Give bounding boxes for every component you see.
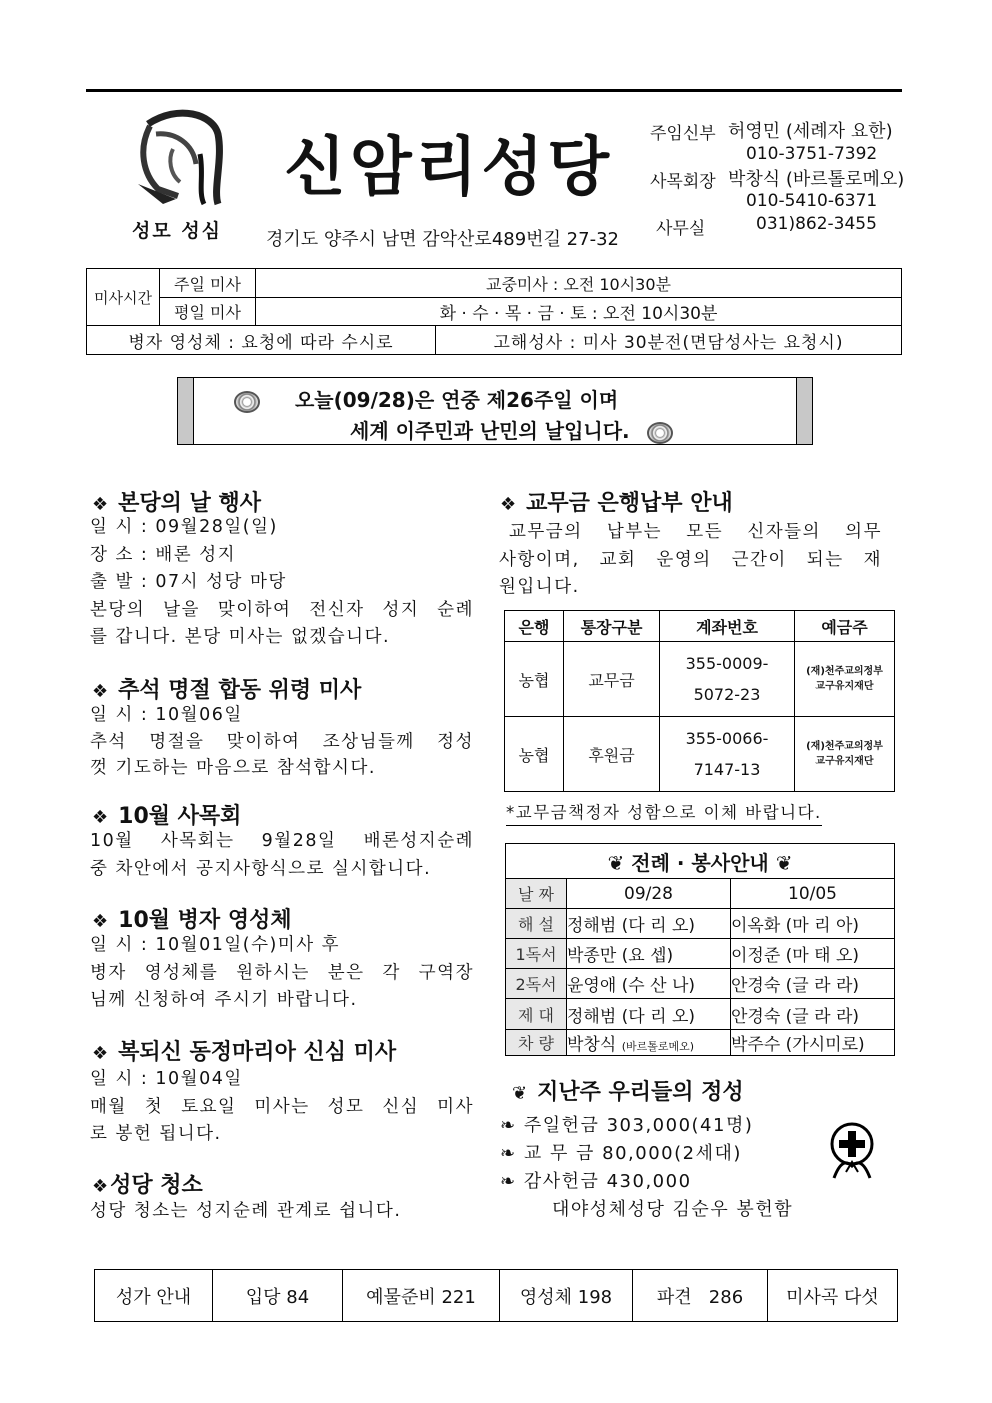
table-row: [506, 909, 895, 939]
chuseok-mass-text-1: 추석 명절을 맞이하여 조상님들께 정성: [90, 732, 474, 752]
heart-ornament-icon: ❦: [607, 850, 625, 875]
pastoral-council-text-1: 10월 사목회는 9월28일 배론성지순례: [90, 831, 474, 851]
pastor-label: 주임신부: [650, 124, 716, 144]
bank-text-2: 사항이며, 교회 운영의 근간이 되는 재: [499, 550, 882, 570]
hymn-guide-label: 성가 안내: [95, 1270, 213, 1322]
leaf-bullet-icon: ❧: [500, 1171, 517, 1192]
driver-1-name: 박창식: [567, 1035, 617, 1055]
parish-day-place: 장 소 : 배론 성지: [90, 545, 237, 565]
assignee-2: 안경숙 (글 라 라): [731, 969, 895, 999]
council-label: 사목회장: [650, 172, 716, 192]
church-address: 경기도 양주시 남면 감악산로489번길 27-32: [266, 229, 619, 250]
office-label: 사무실: [656, 219, 706, 239]
liturgy-title: ❦ 전례 · 봉사안내 ❦: [506, 844, 895, 879]
assignee-1: 윤영애 (수 산 나): [567, 969, 731, 999]
bank-header-holder: 예금주: [795, 611, 895, 642]
chuseok-mass-date: 일 시 : 10월06일: [90, 705, 243, 725]
table-row: [506, 939, 895, 969]
logo-caption: 성모 성심: [132, 220, 223, 242]
parish-day-departure: 출 발 : 07시 성당 마당: [90, 572, 287, 592]
assignee-1: 박종만 (요 셉): [567, 939, 731, 969]
offering-donor: 대야성체성당 김순우 봉헌함: [552, 1199, 794, 1220]
section-heading-sick-communion: ❖ 10월 병자 영성체: [92, 908, 292, 933]
liturgy-service-table: [505, 843, 895, 1056]
heart-ornament-icon: ❦: [775, 850, 793, 875]
account-type: 교무금: [564, 642, 660, 717]
role-label: 해 설: [506, 909, 567, 939]
bank-header-bank: 은행: [505, 611, 564, 642]
section-heading-marian-mass: ❖ 복되신 동정마리아 신심 미사: [92, 1040, 397, 1065]
church-cleaning-text: 성당 청소는 성지순례 관계로 쉽니다.: [90, 1201, 402, 1221]
section-heading-offering: ❦ 지난주 우리들의 정성: [512, 1080, 744, 1105]
hymn-mass-setting: 미사곡 다섯: [768, 1270, 898, 1322]
banner-line-1: 오늘(09/28)은 연중 제26주일 이며: [294, 388, 619, 412]
table-row: [505, 717, 895, 792]
account-number-part1: 355-0066-: [685, 729, 769, 748]
marian-mass-text-2: 로 봉헌 됩니다.: [90, 1124, 222, 1144]
leaf-bullet-icon: ❧: [500, 1115, 517, 1136]
table-row: [505, 642, 895, 717]
mass-time-label: 미사시간: [87, 269, 160, 326]
table-row: [506, 969, 895, 999]
council-name: 박창식 (바르톨로메오): [728, 169, 905, 190]
praying-cross-icon: [826, 1122, 878, 1180]
role-label: 차 량: [506, 1030, 567, 1056]
assignee-2: 이정준 (마 태 오): [731, 939, 895, 969]
council-phone: 010-5410-6371: [746, 191, 878, 211]
hymn-dismissal: 파견 286: [633, 1270, 768, 1322]
bank-transfer-note: *교무금책정자 성함으로 이체 바랍니다.: [506, 801, 822, 826]
date-col-1: 09/28: [567, 879, 731, 909]
sick-communion-text-2: 님께 신청하여 주시기 바랍니다.: [90, 990, 358, 1010]
offering-line-3: ❧ 감사헌금 430,000: [500, 1171, 692, 1192]
assignee-1: 정해범 (다 리 오): [567, 909, 731, 939]
table-row: [506, 999, 895, 1030]
parish-day-text-2: 를 갑니다. 본당 미사는 없겠습니다.: [90, 627, 391, 647]
date-label: 날 짜: [506, 879, 567, 909]
assignee-2: 이옥화 (마 리 아): [731, 909, 895, 939]
account-holder-2: 교구유지재단: [815, 681, 874, 692]
section-heading-church-cleaning: ❖성당 청소: [92, 1173, 203, 1198]
pastor-phone: 010-3751-7392: [746, 144, 878, 164]
sunday-mass-time: 교중미사 : 오전 10시30분: [256, 269, 902, 298]
driver-1-baptismal-name: (바르톨로메오): [621, 1040, 695, 1053]
assignee-1: 정해범 (다 리 오): [567, 999, 731, 1030]
account-number-part2: 5072-23: [693, 685, 761, 704]
sick-communion-text-1: 병자 영성체를 원하시는 분은 각 구역장: [90, 963, 474, 983]
banner-line-2: 세계 이주민과 난민의 날입니다.: [350, 419, 630, 443]
sacred-heart-logo: [118, 104, 228, 214]
sick-communion-date: 일 시 : 10월01일(수)미사 후: [90, 935, 341, 955]
role-label: 2독서: [506, 969, 567, 999]
spiral-ornament-icon: [234, 391, 260, 413]
chuseok-mass-text-2: 껏 기도하는 마음으로 참석합시다.: [90, 758, 376, 778]
bank-text-1: 교무금의 납부는 모든 신자들의 의무: [509, 522, 882, 542]
hymn-guide-table: [94, 1269, 898, 1322]
offering-line-2: ❧ 교 무 금 80,000(2세대): [500, 1143, 742, 1164]
section-heading-chuseok-mass: ❖ 추석 명절 합동 위령 미사: [92, 678, 362, 703]
spiral-ornament-icon: [647, 422, 673, 444]
sick-communion-info: 병자 영성체 : 요청에 따라 수시로: [87, 326, 436, 355]
parish-day-text-1: 본당의 날을 맞이하여 전신자 성지 순례: [90, 600, 474, 620]
weekday-mass-time: 화 · 수 · 목 · 금 · 토 : 오전 10시30분: [256, 298, 902, 326]
confession-info: 고해성사 : 미사 30분전(면담성사는 요청시): [436, 326, 902, 355]
role-label: 제 대: [506, 999, 567, 1030]
weekday-mass-label: 평일 미사: [160, 298, 256, 326]
bank-name: 농협: [505, 717, 564, 792]
role-label: 1독서: [506, 939, 567, 969]
offering-line-1: ❧ 주일헌금 303,000(41명): [500, 1115, 754, 1136]
section-heading-bank-payment: ❖ 교무금 은행납부 안내: [500, 491, 733, 516]
bank-header-type: 통장구분: [564, 611, 660, 642]
account-holder-2: 교구유지재단: [815, 756, 874, 767]
hymn-entrance: 입당 84: [213, 1270, 343, 1322]
leaf-bullet-icon: ❧: [500, 1143, 517, 1164]
table-row: [506, 1030, 895, 1056]
bank-name: 농협: [505, 642, 564, 717]
account-number-part2: 7147-13: [693, 760, 761, 779]
church-name: 신암리성당: [284, 131, 614, 205]
sunday-mass-label: 주일 미사: [160, 269, 256, 298]
office-phone: 031)862-3455: [756, 214, 877, 234]
section-heading-pastoral-council: ❖ 10월 사목회: [92, 804, 242, 829]
driver-2: 박주수 (가시미로): [731, 1030, 895, 1056]
pastor-name: 허영민 (세례자 요한): [728, 121, 893, 142]
top-rule: [86, 89, 902, 92]
hymn-communion: 영성체 198: [500, 1270, 633, 1322]
parish-day-date: 일 시 : 09월28일(일): [90, 517, 278, 537]
marian-mass-text-1: 매월 첫 토요일 미사는 성모 신심 미사: [90, 1097, 474, 1117]
bank-account-table: [504, 610, 895, 792]
date-col-2: 10/05: [731, 879, 895, 909]
assignee-2: 안경숙 (글 라 라): [731, 999, 895, 1030]
section-heading-parish-day: ❖ 본당의 날 행사: [92, 491, 261, 516]
bank-text-3: 원입니다.: [499, 577, 580, 597]
mass-schedule-table: [86, 268, 902, 355]
today-banner: [177, 377, 813, 445]
hymn-offertory: 예물준비 221: [343, 1270, 500, 1322]
account-type: 후원금: [564, 717, 660, 792]
pastoral-council-text-2: 중 차안에서 공지사항식으로 실시합니다.: [90, 859, 432, 879]
account-holder-1: (재)천주교의정부: [806, 666, 883, 677]
bank-header-account: 계좌번호: [660, 611, 795, 642]
marian-mass-date: 일 시 : 10월04일: [90, 1069, 243, 1089]
account-number-part1: 355-0009-: [685, 654, 769, 673]
account-holder-1: (재)천주교의정부: [806, 741, 883, 752]
